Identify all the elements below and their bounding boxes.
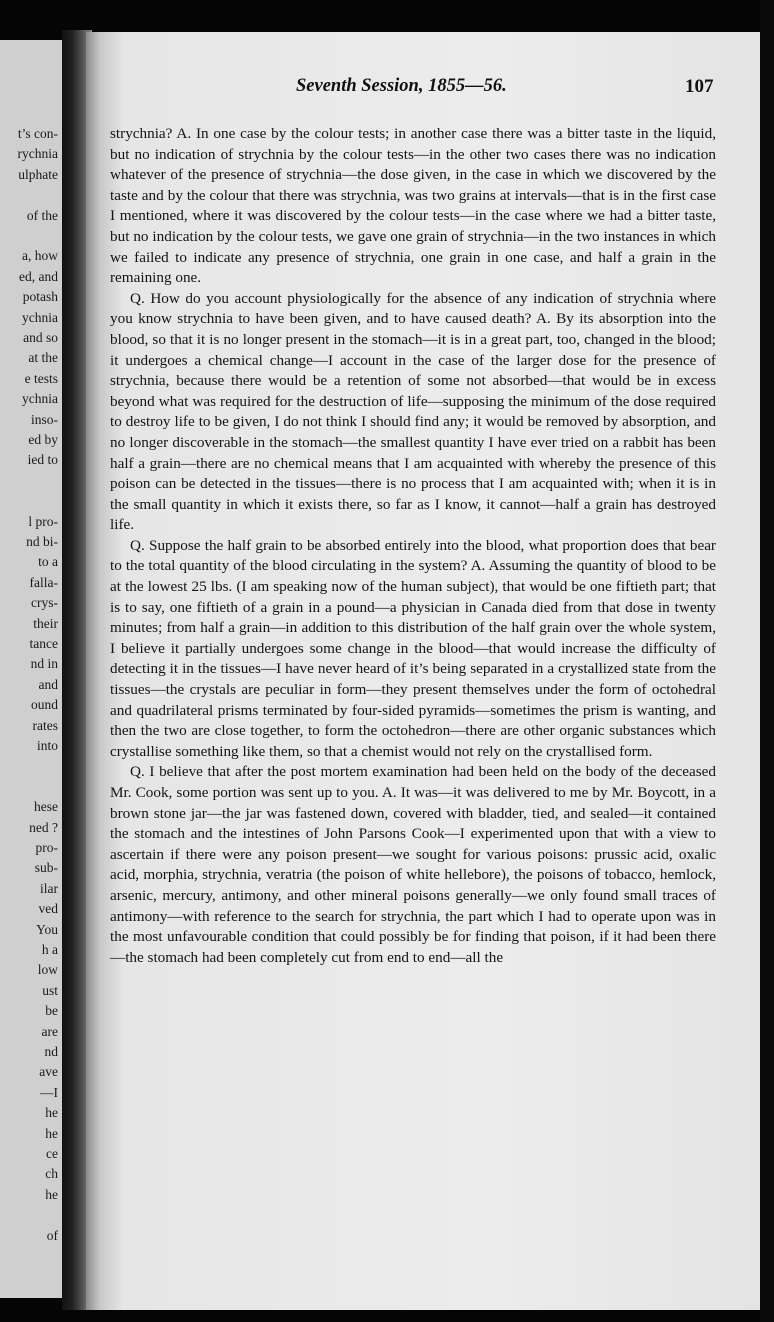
facing-page-fragment: You xyxy=(36,921,58,937)
facing-page-fragment: of xyxy=(46,1227,58,1243)
paragraph: strychnia? A. In one case by the colour tests; in another case there was a bitter taste in the liquid, but no indication of strychnia by the colour tests—in the other two cases there was no indication whatever of the presence of strychnia—the dose given, in the case in which we discovered by the taste and by the colour that there was strychnia, was two grains at intervals—that is in the first case I mentioned, where it was discovered by the colour tests—in the case where we had a bitter taste, but no indication by the colour tests, we gave one grain of strychnia—in the two instances in which we failed to indicate any presence of strychnia, one grain in one case, and half a grain in the remaining one. xyxy=(110,125,716,287)
facing-page-fragment: ed, and xyxy=(19,268,58,284)
facing-page-fragment: ilar xyxy=(40,880,58,896)
facing-page-fragment: he xyxy=(45,1105,58,1121)
facing-page-fragment: their xyxy=(33,615,58,631)
facing-page-fragment: ned ? xyxy=(29,819,58,835)
facing-page-fragment: ulphate xyxy=(18,166,58,182)
facing-page-fragment: of the xyxy=(26,207,58,223)
facing-page-fragment: ave xyxy=(39,1064,58,1080)
facing-page-fragment: sub- xyxy=(34,860,58,876)
facing-page-fragment: into xyxy=(36,738,58,753)
facing-page-fragment: —I xyxy=(40,1084,58,1100)
facing-page-fragment: a, how xyxy=(22,248,58,264)
facing-page-fragment: falla- xyxy=(29,574,58,590)
facing-page-fragment: ound xyxy=(31,697,58,713)
paragraph: Q. Suppose the half grain to be absorbed entirely into the blood, what proportion does that bear to the total quantity of the blood circulating in the system? A. Assuming the quantity of blood to be at the lowest 25 lbs. (I am speaking now of the human subject), that would be one fiftieth part; that is to say, one fiftieth of a grain in a pound—a physician in Canada died from that dose in twenty minutes; from half a grain—in addition to this distribution of the half grain over the whole system, I believe it partially undergoes some change in the blood—that would increase the difficulty of detecting it in the tissues—I have never heard of it’s being separated in a crystallized state from the tissues—the crystals are peculiar in form—they present themselves under the form of octohedral and quadrilateral prisms terminated by four-sided pyramids—sometimes the prism is wanting, and then the two are close together, to form the octohedron—there are other organic substances which crystallise something like them, so that a chemist would not rely on the crystallised form. xyxy=(110,536,716,760)
facing-page-fragment: ce xyxy=(46,1146,58,1161)
facing-page-fragment: rychnia xyxy=(17,146,58,162)
facing-page-fragment: ch xyxy=(45,1166,58,1182)
facing-page-fragment: are xyxy=(41,1023,58,1039)
facing-page-fragment: potash xyxy=(22,289,58,305)
facing-page-fragment: at the xyxy=(28,350,58,366)
facing-page-fragment: inso- xyxy=(31,411,58,427)
scan-border xyxy=(760,0,774,1322)
facing-page-fragment: low xyxy=(37,962,58,978)
facing-page-fragment: he xyxy=(45,1186,58,1202)
facing-page-fragment: ychnia xyxy=(22,391,58,407)
facing-page-fragment: ust xyxy=(42,982,58,998)
facing-page-fragment: and so xyxy=(23,330,58,345)
page-body xyxy=(110,124,716,968)
facing-page-fragment: t’s con- xyxy=(17,126,58,141)
facing-page-fragment: ied to xyxy=(27,452,58,468)
facing-page-fragment: h a xyxy=(41,942,58,957)
facing-page-fragment: tance xyxy=(29,636,58,651)
facing-page-fragment: and xyxy=(38,676,58,692)
facing-page-fragment: e tests xyxy=(24,370,58,386)
facing-page-fragment: he xyxy=(45,1125,58,1141)
facing-page-fragment: be xyxy=(45,1003,58,1019)
facing-page-fragment: nd xyxy=(44,1044,58,1059)
facing-page-fragment: crys- xyxy=(31,595,58,611)
facing-page-fragment: rates xyxy=(32,717,58,733)
paragraph: Q. How do you account physiologically for the absence of any indication of strychnia where you know strychnia to have been given, and to have caused death? A. By its absorption into the blood, so that it is no longer present in the stomach—it is in a great part, too, changed in the blood; it undergoes a chemical change—I account in the case of the larger dose for the presence of strychnia, because there would be a retention of some not absorbed—that would be in excess beyond what was required for the destruction of life—supposing the minimum of the dose required to destroy life to be given, I do not think I should find any; it would be removed by absorption, and no longer discoverable in the stomach—the smallest quantity I have ever tried on a rabbit has been half a grain—there are no chemical means that I am acquainted with whereby the presence of this poison can be detected in the tissues—there is no process that I am acquainted with; when it is in the small quantity in which it exists there, so far as I know, it cannot—half a grain has destroyed life. xyxy=(110,289,716,534)
facing-page-fragment: to a xyxy=(38,554,58,570)
facing-page-fragment: ed by xyxy=(28,432,58,447)
page-number: 107 xyxy=(685,76,714,97)
paragraph: Q. I believe that after the post mortem examination had been held on the body of the deceased Mr. Cook, some portion was sent up to you. A. It was—it was delivered to me by Mr. Boycott, in a brown stone jar—the jar was fastened down, covered with bladder, tied, and sealed—it contained the stomach and the intestines of John Parsons Cook—I experimented upon that with a view to ascertain if there were any poison present—we sought for various poisons: prussic acid, oxalic acid, morphia, strychnia, veratria (the poison of white hellebore), the poisons of tobacco, hemlock, arsenic, mercury, antimony, and other mineral poisons generally—we only found small traces of antimony—with reference to the search for strychnia, the part which I had to operate upon was in the most unfavourable condition that could possibly be for finding that poison, if it had been there—the stomach had been completely cut from end to end—all the xyxy=(110,763,716,966)
facing-page-fragment: l pro- xyxy=(28,513,58,529)
facing-page-fragment: ychnia xyxy=(22,309,58,325)
facing-page-edge xyxy=(0,40,66,1298)
facing-page-fragment: ved xyxy=(38,901,58,917)
running-title: Seventh Session, 1855—56. xyxy=(296,76,507,96)
facing-page-fragment: pro- xyxy=(35,840,58,855)
facing-page-fragment: nd in xyxy=(30,656,58,672)
facing-page-fragment: nd bi- xyxy=(26,534,58,549)
facing-page-fragment: hese xyxy=(34,799,58,815)
